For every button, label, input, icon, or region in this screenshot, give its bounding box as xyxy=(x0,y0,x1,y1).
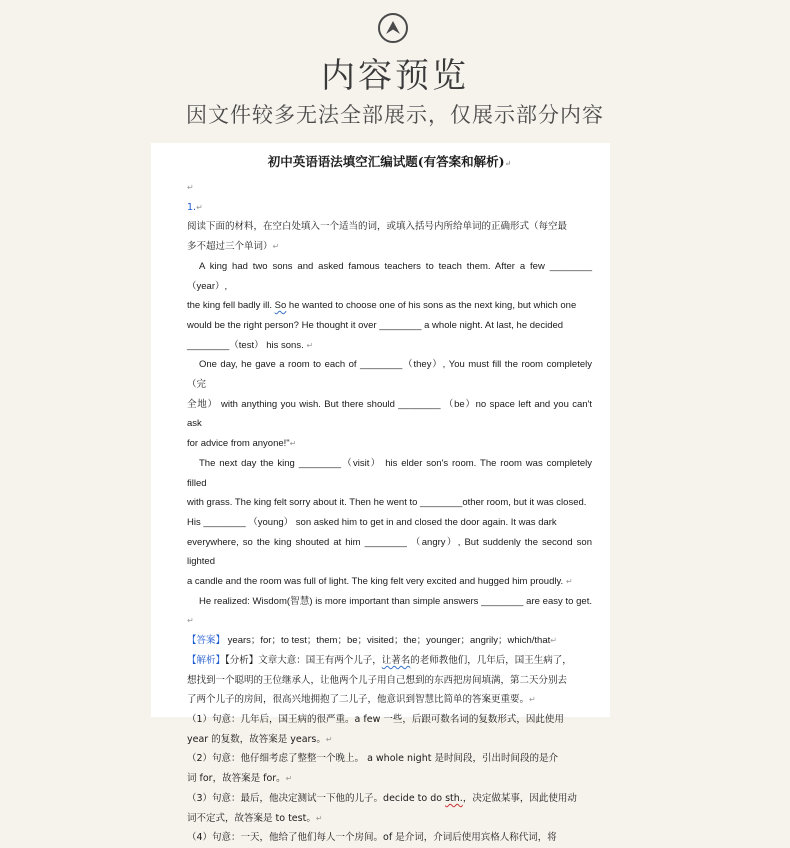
explanation-line: 词 for，故答案是 for。↵ xyxy=(187,773,293,785)
analysis-line: 了两个儿子的房间，很高兴地拥抱了二儿子，他意识到智慧比简单的答案更重要。↵ xyxy=(187,694,536,706)
passage-line: for advice from anyone!"↵ xyxy=(187,438,297,450)
passage-line: would be the right person? He thought it over ________ a whole night. At last, he decided xyxy=(187,319,564,331)
explanation-line: year 的复数，故答案是 years。↵ xyxy=(187,733,333,745)
passage-line: with grass. The king felt sorry about it. Then he went to ________other room, but it was closed. xyxy=(187,497,587,509)
passage-line: ________（test） his sons. ↵ xyxy=(187,339,314,351)
instruction-line-1: 阅读下面的材料，在空白处填入一个适当的词，或填入括号内所给单词的正确形式（每空最 xyxy=(187,221,568,233)
passage-line: a candle and the room was full of light. The king felt very excited and hugged him proudly. ↵ xyxy=(187,576,573,588)
analysis-line: 想找到一个聪明的王位继承人，让他两个儿子用自己想到的东西把房间填满，第二天分别去 xyxy=(187,674,568,686)
passage-line: One day, he gave a room to each of ________（they）, You must fill the room completely（完 xyxy=(187,359,592,391)
explanation-line: 词不定式，故答案是 to test。↵ xyxy=(187,812,323,824)
answer-line: 【答案】 years；for；to test；them；be；visited；the；younger；angrily；which/that↵ xyxy=(187,635,557,647)
passage-line: A king had two sons and asked famous teachers to teach them. After a few ________（year）, xyxy=(187,260,592,292)
passage-line: The next day the king ________（visit） his elder son's room. The room was completely filled xyxy=(187,457,592,489)
preview-header xyxy=(0,0,790,143)
document-content xyxy=(187,151,592,848)
page-title: 内容预览 xyxy=(321,56,469,96)
instruction-line-2: 多不超过三个单词）↵ xyxy=(187,241,280,253)
analysis-label: 【解析】 xyxy=(187,654,226,666)
passage-line: everywhere, so the king shouted at him ________ （angry）, But suddenly the second son lighted xyxy=(187,536,592,568)
explanation-line: （2）句意：他仔细考虑了整整一个晚上。 a whole night 是时间段，引出时间段的是介 xyxy=(187,753,558,765)
explanation-line: （3）句意：最后，他决定测试一下他的儿子。decide to do sth.，决定做某事，因此使用动 xyxy=(187,792,577,804)
passage-line: He realized: Wisdom(智慧) is more important than simple answers ________ are easy to get. ↵ xyxy=(187,595,592,626)
chevron-up-circle-icon xyxy=(378,13,408,43)
passage-line: the king fell badly ill. So he wanted to choose one of his sons as the next king, but which one xyxy=(187,300,577,312)
passage-line: His ________ （young） son asked him to get in and closed the door again. It was dark xyxy=(187,516,557,528)
document-page xyxy=(151,143,610,844)
explanation-line: （1）句意：几年后，国王病的很严重。a few 一些，后跟可数名词的复数形式，因此使用 xyxy=(187,713,564,725)
passage-line: 全地） with anything you wish. But there should ________ （be）no space left and you can't ask xyxy=(187,398,592,430)
question-number: 1.↵ xyxy=(187,201,203,213)
blank-line: ↵ xyxy=(187,183,194,192)
page-subtitle: 因文件较多无法全部展示，仅展示部分内容 xyxy=(186,103,604,127)
explanation-line: （4）句意：一天，他给了他们每人一个房间。of 是介词，介词后使用宾格人称代词，将 xyxy=(187,832,557,844)
analysis-line: 【解析】【分析】文章大意：国王有两个儿子，让著名的老师教他们，几年后，国王生病了， xyxy=(187,654,572,666)
document-title: 初中英语语法填空汇编试题(有答案和解析)↵ xyxy=(267,154,512,169)
answer-label: 【答案】 xyxy=(187,635,226,647)
